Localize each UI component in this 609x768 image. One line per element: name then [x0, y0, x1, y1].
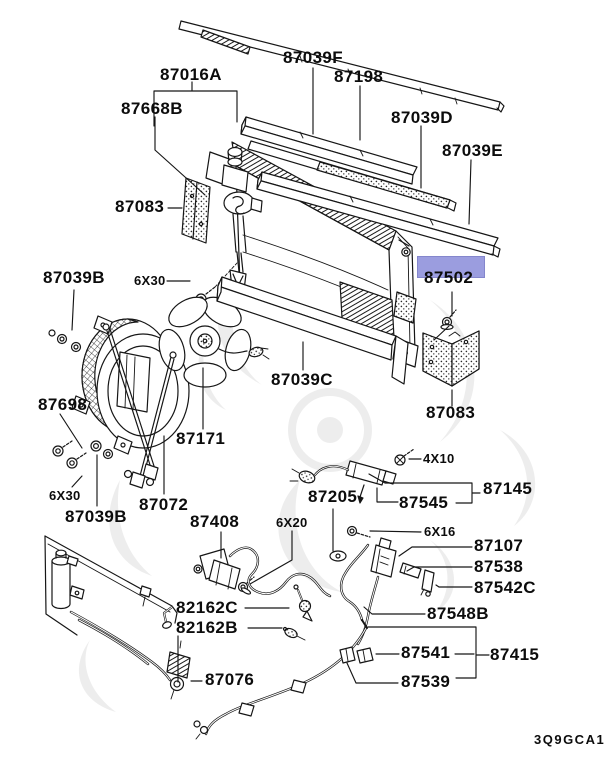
part-label-87145[interactable]: 87145 [483, 479, 533, 498]
part-label-87016a[interactable]: 87016A [160, 65, 222, 84]
drawing-code: 3Q9GCA1 [534, 732, 606, 747]
part-label-87076[interactable]: 87076 [205, 670, 255, 689]
part-label-87198[interactable]: 87198 [334, 67, 384, 86]
part-label-87538[interactable]: 87538 [474, 557, 524, 576]
part-label-6x16[interactable]: 6X16 [424, 524, 456, 539]
part-label-87039c[interactable]: 87039C [271, 370, 333, 389]
part-label-87039e[interactable]: 87039E [442, 141, 504, 160]
part-label-6x20[interactable]: 6X20 [276, 515, 308, 530]
part-label-87668b[interactable]: 87668B [121, 99, 183, 118]
part-label-87408[interactable]: 87408 [190, 512, 240, 531]
part-label-87548b[interactable]: 87548B [427, 604, 489, 623]
part-label-87083[interactable]: 87083 [115, 197, 165, 216]
part-label-87072[interactable]: 87072 [139, 495, 189, 514]
part-label-6x30[interactable]: 6X30 [134, 273, 166, 288]
part-label-87205[interactable]: 87205 [308, 487, 358, 506]
part-label-87502[interactable]: 87502 [424, 268, 474, 287]
part-label-82162b[interactable]: 82162B [176, 618, 238, 637]
part-label-87541[interactable]: 87541 [401, 643, 451, 662]
part-label-87107[interactable]: 87107 [474, 536, 524, 555]
part-label-87083[interactable]: 87083 [426, 403, 476, 422]
part-label-87415[interactable]: 87415 [490, 645, 540, 664]
part-label-6x30[interactable]: 6X30 [49, 488, 81, 503]
part-label-87539[interactable]: 87539 [401, 672, 451, 691]
part-label-87039b[interactable]: 87039B [43, 268, 105, 287]
part-label-87039d[interactable]: 87039D [391, 108, 453, 127]
part-label-82162c[interactable]: 82162C [176, 598, 238, 617]
part-label-87039b[interactable]: 87039B [65, 507, 127, 526]
part-label-87039f[interactable]: 87039F [283, 48, 344, 67]
part-label-4x10[interactable]: 4X10 [423, 451, 455, 466]
part-label-87545[interactable]: 87545 [399, 493, 449, 512]
part-label-87698[interactable]: 87698 [38, 395, 88, 414]
part-label-87171[interactable]: 87171 [176, 429, 226, 448]
part-label-87542c[interactable]: 87542C [474, 578, 536, 597]
